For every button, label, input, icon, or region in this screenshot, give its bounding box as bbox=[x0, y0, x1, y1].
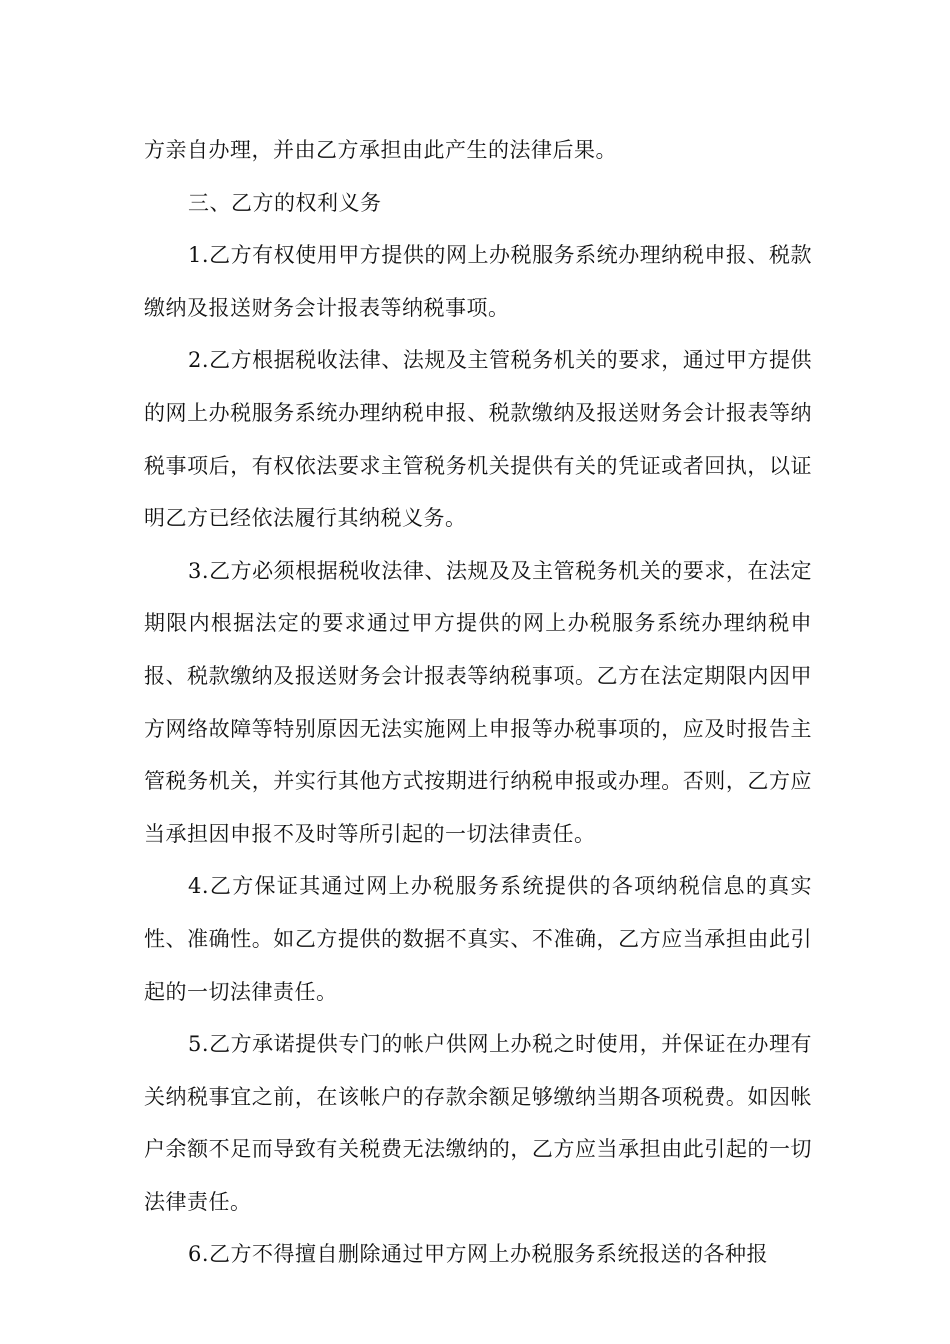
clause-1: 1.乙方有权使用甲方提供的网上办税服务系统办理纳税申报、税款缴纳及报送财务会计报表等纳税事项。 bbox=[144, 243, 812, 320]
clause-2: 2.乙方根据税收法律、法规及主管税务机关的要求，通过甲方提供的网上办税服务系统办理纳税申报、税款缴纳及报送财务会计报表等纳税事项后，有权依法要求主管税务机关提供有关的凭证或者回执，以证明乙方已经依法履行其纳税义务。 bbox=[144, 348, 812, 531]
clause-6: 6.乙方不得擅自删除通过甲方网上办税服务系统报送的各种报 bbox=[188, 1242, 769, 1267]
clause-5: 5.乙方承诺提供专门的帐户供网上办税之时使用，并保证在办理有关纳税事宜之前，在该帐户的存款余额足够缴纳当期各项税费。如因帐户余额不足而导致有关税费无法缴纳的，乙方应当承担由此引起的一切法律责任。 bbox=[144, 1032, 812, 1214]
document-body bbox=[144, 124, 812, 1281]
paragraph-continuation: 方亲自办理，并由乙方承担由此产生的法律后果。 bbox=[144, 138, 617, 162]
clause-4: 4.乙方保证其通过网上办税服务系统提供的各项纳税信息的真实性、准确性。如乙方提供的数据不真实、不准确，乙方应当承担由此引起的一切法律责任。 bbox=[144, 874, 812, 1004]
section-heading: 三、乙方的权利义务 bbox=[188, 190, 382, 215]
clause-3: 3.乙方必须根据税收法律、法规及及主管税务机关的要求，在法定期限内根据法定的要求通过甲方提供的网上办税服务系统办理纳税申报、税款缴纳及报送财务会计报表等纳税事项。乙方在法定期限内因甲方网络故障等特别原因无法实施网上申报等办税事项的，应及时报告主管税务机关，并实行其他方式按期进行纳税申报或办理。否则，乙方应当承担因申报不及时等所引起的一切法律责任。 bbox=[144, 558, 812, 846]
